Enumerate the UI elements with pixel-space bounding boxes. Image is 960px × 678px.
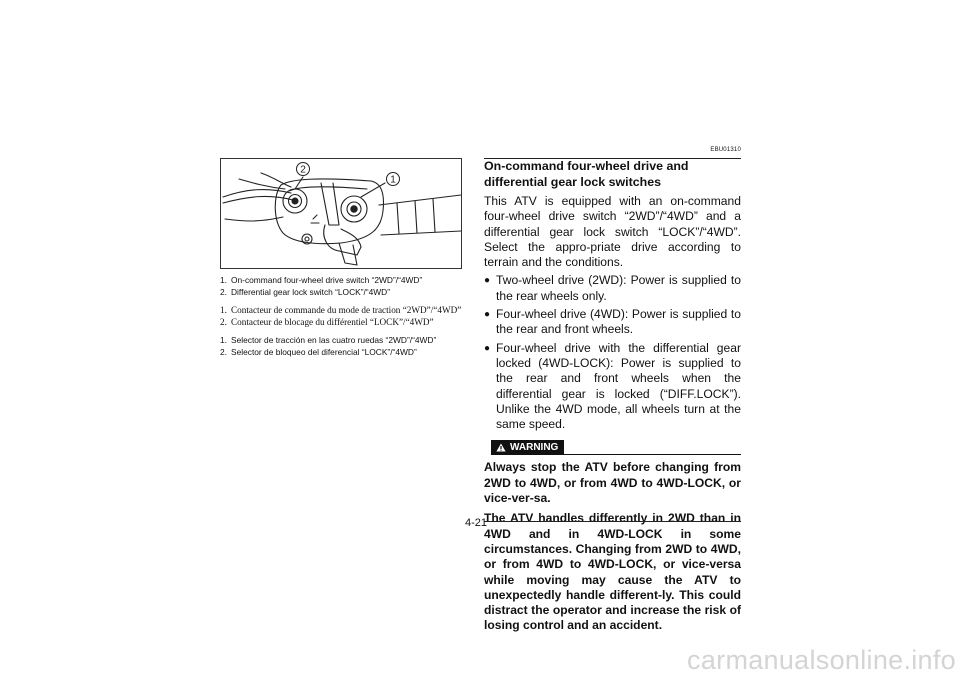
callout-2: 2 <box>300 164 306 176</box>
caption-group-french <box>220 305 470 328</box>
list-item-text: Four-wheel drive with the differential gear locked (4WD-LOCK): Power is supplied to the rear and front wheels when the differential gear is locked (“DIFF.LOCK”). Unlike the 4WD mode, all wheels turn at the same speed. <box>496 340 741 432</box>
page-number: 4-21 <box>465 517 488 529</box>
caption-text: Contacteur de blocage du différentiel “LOCK”/“4WD” <box>231 316 434 327</box>
warning-rule <box>564 454 741 455</box>
caption-line <box>220 347 470 359</box>
warning-triangle-icon <box>496 443 506 452</box>
bullet-dot-icon: ● <box>484 342 491 354</box>
caption-number: 2. <box>220 286 227 297</box>
caption-group-english <box>220 275 470 298</box>
caption-number: 2. <box>220 316 227 327</box>
caption-text: Selector de tracción en las cuatro ruedas “2WD”/“4WD” <box>231 335 437 345</box>
bullet-dot-icon: ● <box>484 309 491 321</box>
caption-text: Differential gear lock switch “LOCK”/“4WD” <box>231 286 391 297</box>
caption-line <box>220 305 470 317</box>
callout-1: 1 <box>390 174 396 186</box>
watermark: carmanualsonline.info <box>687 645 956 675</box>
bullet-dot-icon: ● <box>484 275 491 287</box>
warning-paragraph: The ATV handles differently in 2WD than in 4WD and in 4WD-LOCK in some circumstances. Changing from 2WD to 4WD, or from 4WD to 4WD-LOCK, or vice-versa while moving may cause the ATV to unexpectedly handle different-ly. This could distract the operator and increase the risk of losing control and an accident. <box>484 511 741 633</box>
warning-header <box>484 440 741 455</box>
caption-text: Contacteur de commande du mode de traction “2WD”/“4WD” <box>231 305 462 315</box>
intro-paragraph: This ATV is equipped with an on-command four-wheel drive switch “2WD”/“4WD” and a differential gear lock switch “LOCK”/“4WD”. Select the appro-priate drive according to terrain and the conditions. <box>484 194 741 270</box>
warning-badge <box>491 440 564 455</box>
figure-captions <box>220 275 470 365</box>
caption-number: 1. <box>220 335 227 345</box>
list-item-text: Two-wheel drive (2WD): Power is supplied to the rear wheels only. <box>496 273 741 303</box>
section-heading: On-command four-wheel drive and differential gear lock switches <box>484 159 689 189</box>
caption-line <box>220 287 470 299</box>
caption-line <box>220 335 470 347</box>
caption-text: Selector de bloqueo del diferencial “LOCK”/“4WD” <box>231 346 417 357</box>
bottom-divider <box>484 521 741 522</box>
list-item <box>484 341 741 433</box>
section-body <box>484 146 741 634</box>
caption-number: 1. <box>220 275 227 285</box>
caption-number: 2. <box>220 346 227 357</box>
warning-paragraph: Always stop the ATV before changing from 2WD to 4WD, or from 4WD to 4WD-LOCK, or vice-ver-sa. <box>484 460 741 506</box>
list-item <box>484 273 741 304</box>
warning-label: WARNING <box>510 442 559 454</box>
reference-code: EBU01310 <box>710 147 741 153</box>
drive-mode-list <box>484 273 741 432</box>
switch-illustration <box>220 158 462 269</box>
caption-text: On-command four-wheel drive switch “2WD”/“4WD” <box>231 275 423 285</box>
caption-group-spanish <box>220 335 470 358</box>
list-item <box>484 307 741 338</box>
list-item-text: Four-wheel drive (4WD): Power is supplied to the rear and front wheels. <box>496 307 741 337</box>
caption-number: 1. <box>220 305 227 315</box>
caption-line <box>220 275 470 287</box>
caption-line <box>220 317 470 329</box>
